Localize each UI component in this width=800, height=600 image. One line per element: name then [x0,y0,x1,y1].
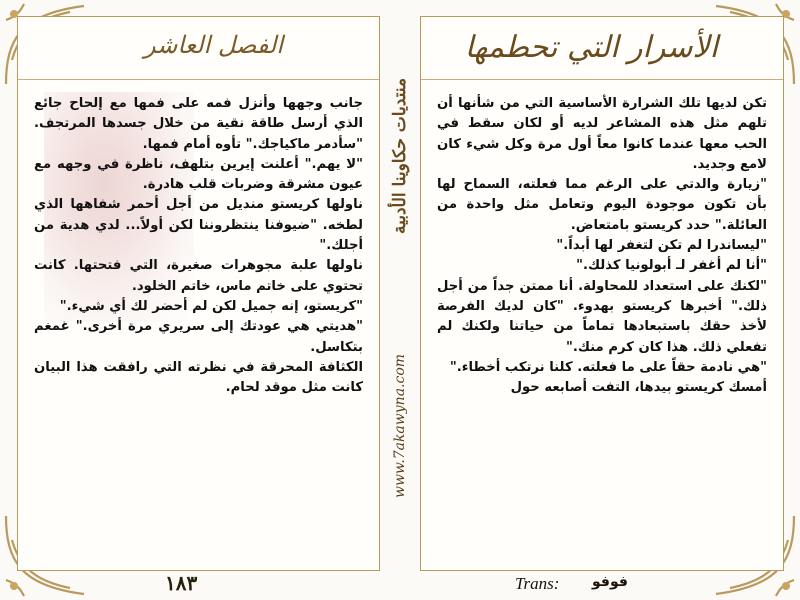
translator-label: Trans: [515,574,560,593]
right-page [420,16,784,571]
paragraph: "كريستو، إنه جميل لكن لم أحضر لك أي شيء." [59,298,363,314]
paragraph: "لكنك على استعداد للمحاولة. أنا ممتن جداً من أجل ذلك." أخبرها كريستو بهدوء. "كان لديك الفرصة لأخذ حقك باستبعادها تماماً من حياتنا ولكنك لم تفعلي ذلك. هذا كان كرم منك." [437,278,767,355]
paragraph: "هي نادمة حقاً على ما فعلته. كلنا نرتكب أخطاء." [449,359,767,375]
paragraph: تكن لديها تلك الشرارة الأساسية التي من شأنها أن تلهم مثل هذه المشاعر لديه أو لكان سقط في الحب معها عندما كانوا معاً أول مرة وكل شيء كان لامع وجديد. [437,96,767,172]
forum-url: www.7akawyna.com [392,353,408,499]
paragraph: ناولها كريستو منديل من أجل أحمر شفاهها الذي لطخه. "ضيوفنا ينتظروننا لكن أولاً... لدي هدية من أجلك." [34,197,363,254]
book-spine [383,16,417,571]
paragraph: ناولها علبة مجوهرات صغيرة، التي فتحتها. كانت تحتوي على خاتم ماس، خاتم الخلود. [34,258,363,294]
chapter-title: الفصل العاشر [144,31,283,59]
paragraph: الكثافة المحرقة في نظرته التي رافقت هذا البيان كانت مثل موقد لحام. [34,359,363,396]
translator-name: فوفو [592,574,628,590]
paragraph: جانب وجهها وأنزل فمه على فمها مع إلحاح جائع الذي أرسل طاقة نقية من خلال جسدها المرتجف. "سأدمر ماكياجك." تأوه أمام فمها. [34,96,363,152]
left-page [17,16,380,571]
page-number: ١٨٣ [165,571,198,595]
paragraph: "لا يهم." أعلنت إيرين بتلهف، ناظرة في وجهه مع عيون مشرقة وضربات قلب هادرة. [34,156,363,193]
right-page-text [437,94,767,398]
paragraph: "ليساندرا لم تكن لتغفر لها أبداً." [556,238,767,254]
book-title: الأسرار التي تحطمها [464,30,718,65]
paragraph: أمسك كريستو بيدها، التفت أصابعه حول [510,380,767,396]
left-page-header [18,17,379,80]
paragraph: "زيارة والدتي على الرغم مما فعلته، السماح لها بأن تكون موجودة اليوم وتعامل مثل واحدة من العائلة." حدد كريستو بامتعاض. [437,177,767,233]
paragraph: "أنا لم أغفر لـ أبولونيا كذلك." [576,258,767,274]
left-page-text [34,94,363,398]
right-page-header [421,17,783,80]
forum-name: منتديات حكاوينا الأدبية [390,78,410,234]
paragraph: "هديتي هي عودتك إلى سريري مرة أخرى." غمغم بتكاسل. [34,319,363,355]
